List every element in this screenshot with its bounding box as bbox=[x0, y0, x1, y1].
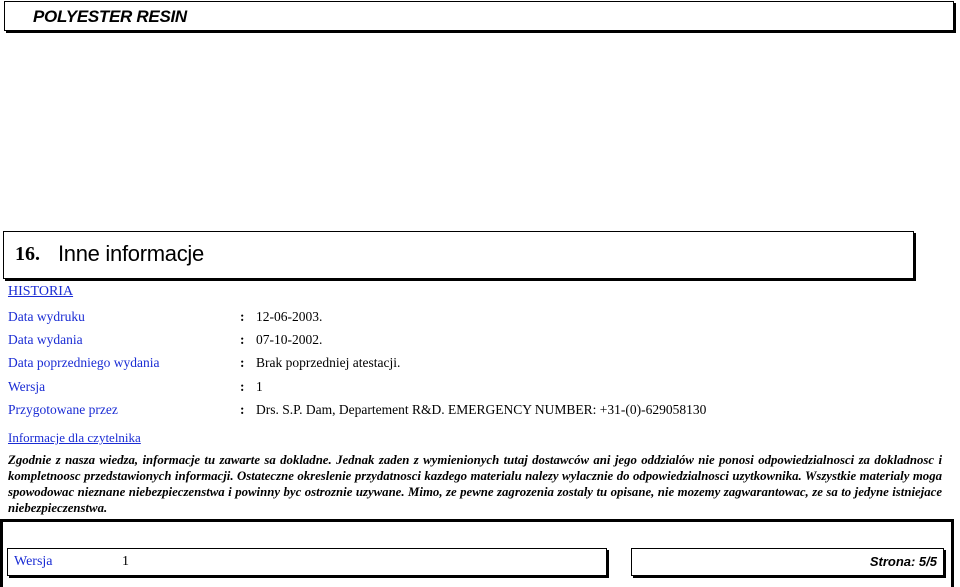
field-value: 07-10-2002. bbox=[256, 332, 323, 347]
disclaimer-text: Zgodnie z nasza wiedza, informacje tu zawarte sa dokladne. Jednak zaden z wymienionych tutaj dostawców ani jego oddzialów nie ponosi odpowiedzialnosci za dokladnosc i kompletnoosc przedstawionych informacji. Ostateczne okreslenie przydatnosci kazdego materialu nalezy wylacznie do odpowiedzialnosci uzytkownika. Wszystkie materialy moga spowodowac nieznane niebezpieczenstwa i powinny byc ostroznie uzywane. Mimo, ze pewne zagrozenia zostaly tu opisane, nie mozemy zagwarantowac, ze sa to jedyne istniejace niebezpieczenstwa. bbox=[8, 453, 942, 515]
footer-border-right bbox=[951, 519, 954, 587]
footer-version-value: 1 bbox=[122, 554, 129, 569]
footer-version-label: Wersja bbox=[14, 554, 53, 569]
field-label: Wersja bbox=[8, 379, 46, 394]
document-header bbox=[4, 1, 954, 31]
field-label: Data wydruku bbox=[8, 309, 85, 324]
field-value: Drs. S.P. Dam, Departement R&D. EMERGENCY NUMBER: +31-(0)-629058130 bbox=[256, 402, 707, 417]
field-colon: : bbox=[240, 402, 245, 417]
field-colon: : bbox=[240, 379, 245, 394]
field-label: Data wydania bbox=[8, 332, 83, 347]
footer-version-box bbox=[7, 548, 607, 576]
field-value: 1 bbox=[256, 379, 263, 394]
field-colon: : bbox=[240, 355, 245, 370]
section-header bbox=[3, 231, 914, 279]
field-colon: : bbox=[240, 332, 245, 347]
page-number: Strona: 5/5 bbox=[869, 554, 937, 569]
section-number: 16. bbox=[15, 243, 40, 265]
field-label: Data poprzedniego wydania bbox=[8, 355, 160, 370]
field-label: Przygotowane przez bbox=[8, 402, 118, 417]
field-value: 12-06-2003. bbox=[256, 309, 323, 324]
footer-divider bbox=[0, 519, 954, 522]
product-title: POLYESTER RESIN bbox=[33, 7, 187, 26]
history-heading: HISTORIA bbox=[8, 284, 74, 299]
reader-info-heading: Informacje dla czytelnika bbox=[8, 430, 141, 445]
footer-border-left bbox=[0, 519, 3, 587]
section-title: Inne informacje bbox=[58, 241, 204, 266]
field-value: Brak poprzedniej atestacji. bbox=[256, 355, 401, 370]
field-colon: : bbox=[240, 309, 245, 324]
footer-page-box bbox=[631, 548, 944, 576]
